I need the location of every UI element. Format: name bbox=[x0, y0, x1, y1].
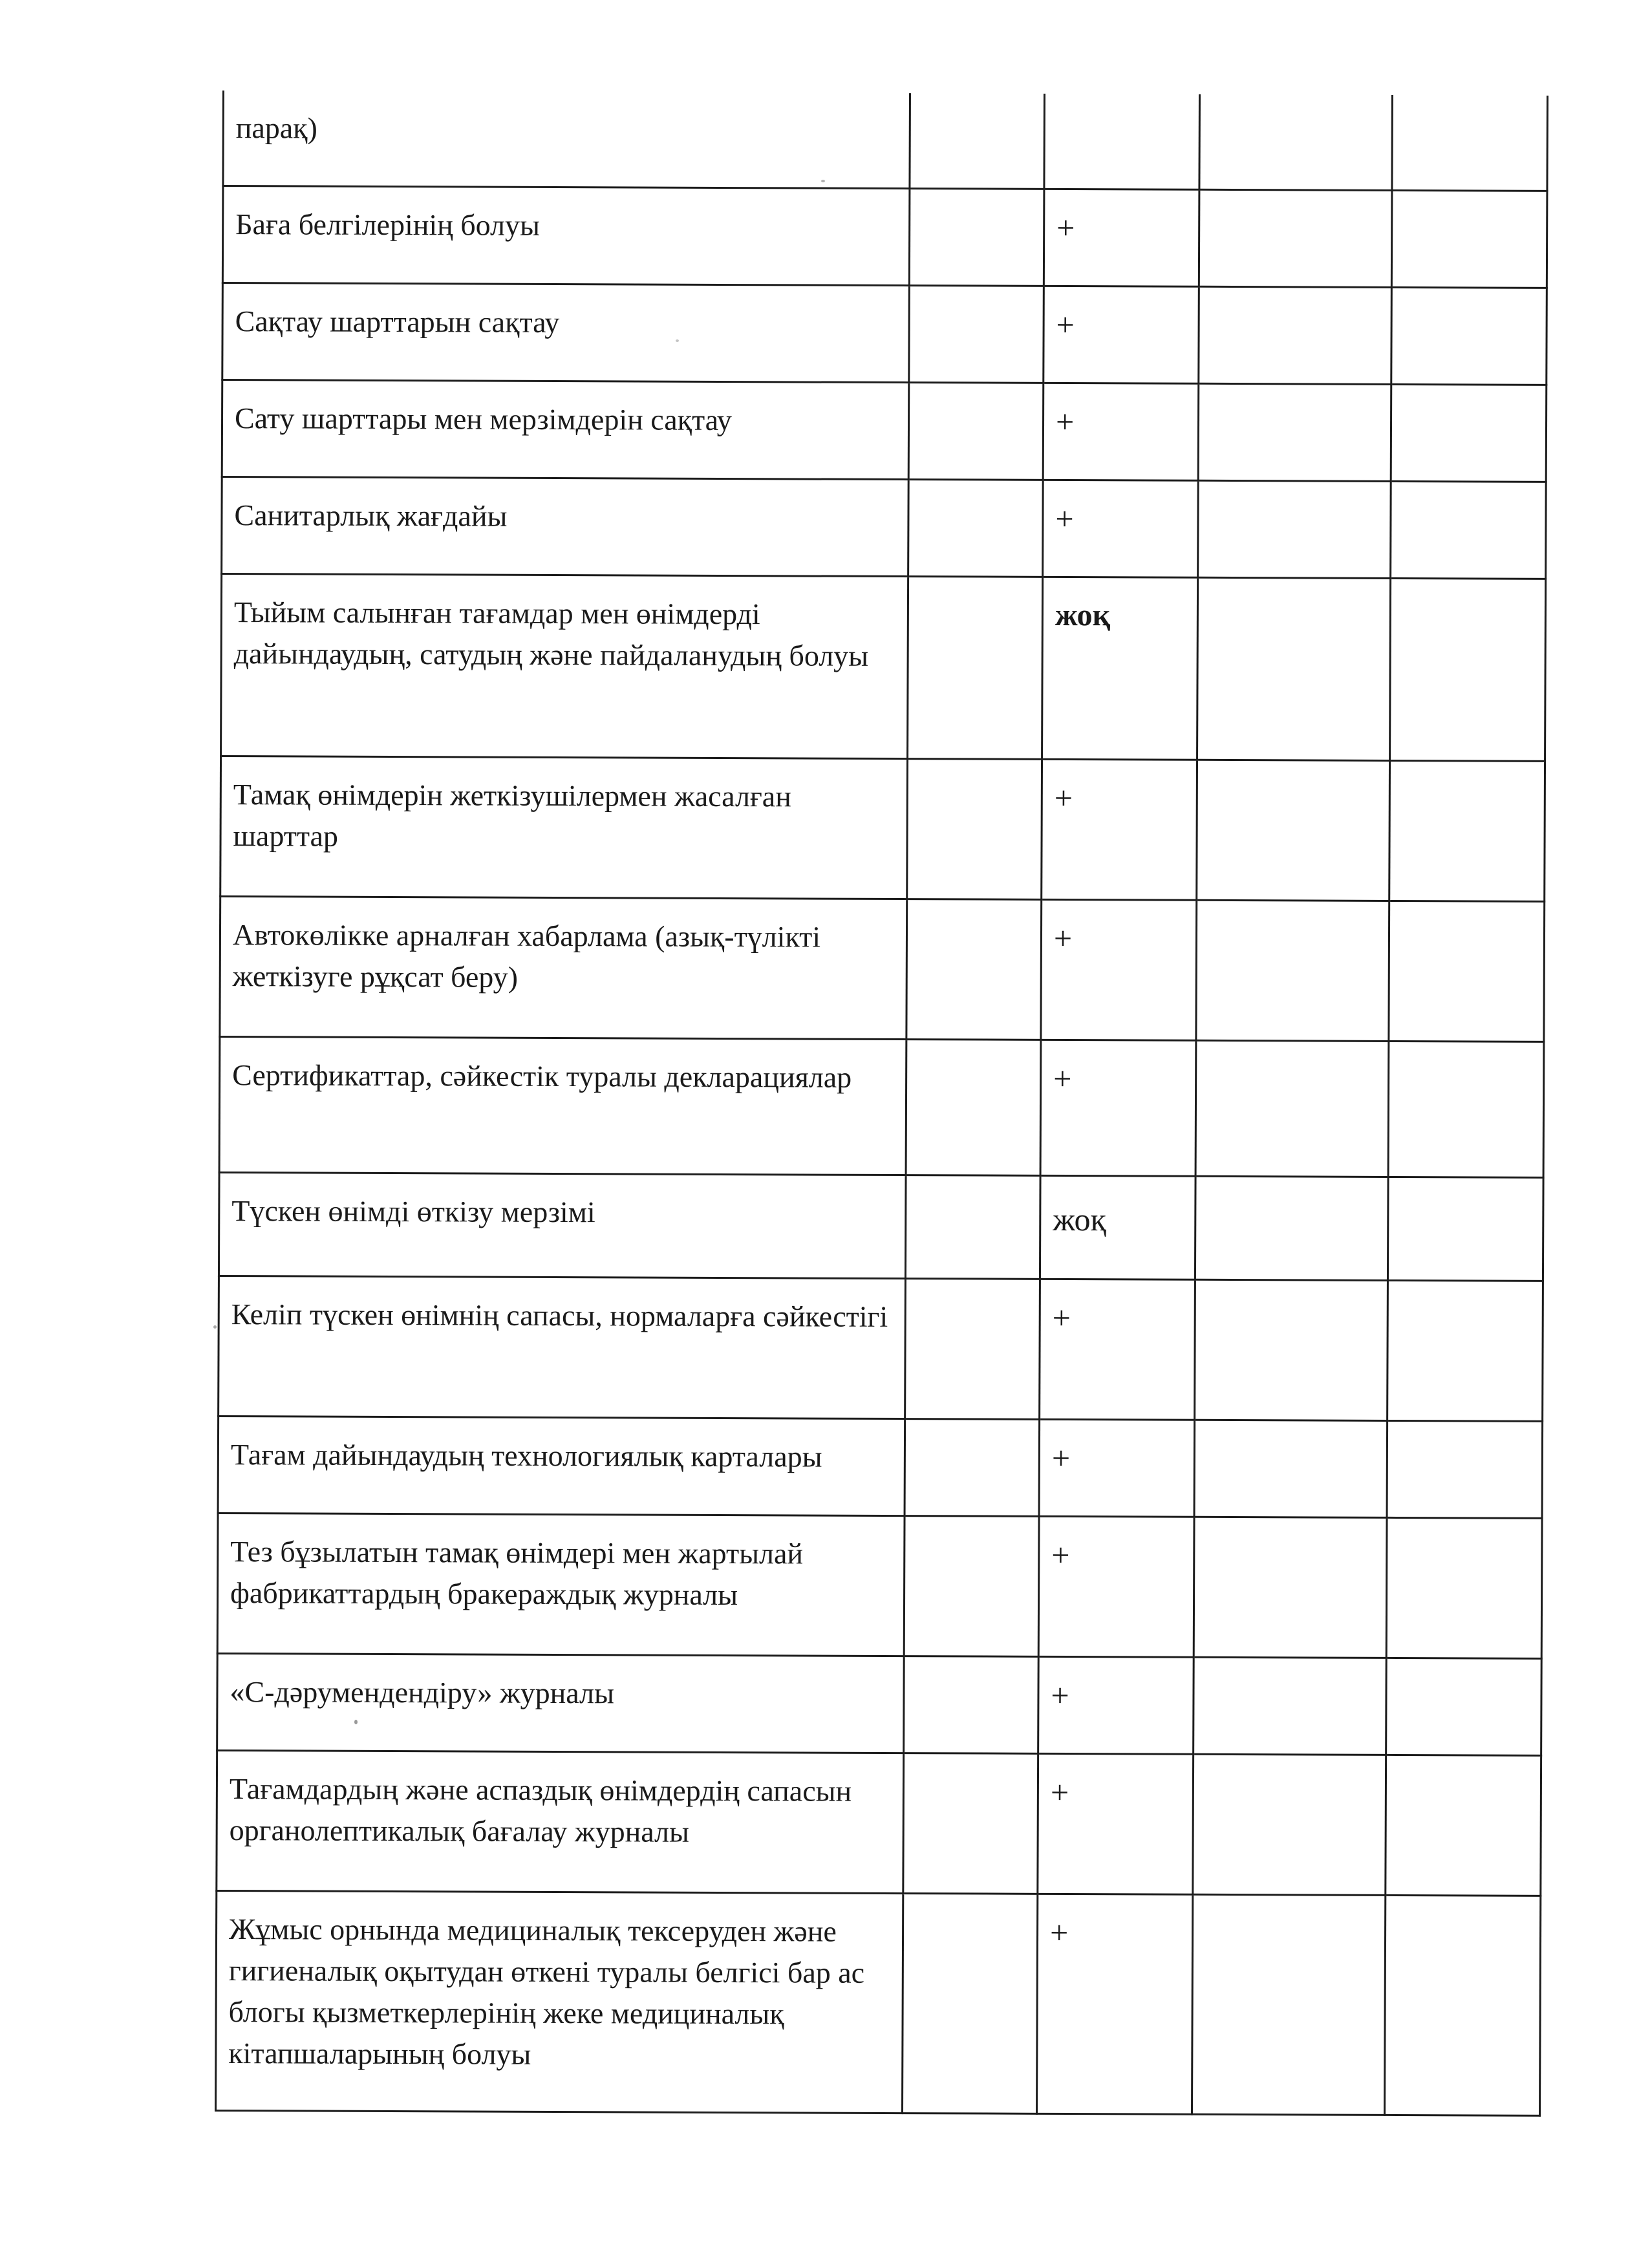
empty-cell bbox=[908, 479, 1044, 577]
empty-cell bbox=[906, 1039, 1041, 1175]
empty-cell bbox=[904, 1515, 1039, 1656]
empty-cell bbox=[1197, 760, 1390, 901]
row-item-cell: «С-дәрумендендіру» журналы bbox=[217, 1653, 905, 1753]
row-item-cell: Баға белгілерінің болуы bbox=[222, 186, 910, 285]
row-mark-cell bbox=[1038, 1516, 1194, 1657]
row-mark: + bbox=[1052, 1299, 1071, 1336]
empty-cell bbox=[1198, 383, 1391, 481]
row-mark: + bbox=[1056, 306, 1075, 343]
checklist-rows bbox=[216, 91, 1548, 2115]
row-mark: + bbox=[1054, 779, 1073, 816]
empty-cell bbox=[1195, 1279, 1388, 1420]
row-mark-cell bbox=[1040, 1279, 1195, 1420]
row-mark: + bbox=[1053, 1060, 1072, 1097]
table-row bbox=[222, 186, 1547, 288]
table-row bbox=[219, 1276, 1543, 1421]
table-row bbox=[223, 91, 1548, 191]
row-mark: жоқ bbox=[1055, 597, 1111, 632]
empty-cell bbox=[909, 188, 1044, 286]
empty-cell bbox=[1389, 760, 1545, 901]
empty-cell bbox=[1194, 1420, 1388, 1517]
empty-cell bbox=[1196, 900, 1389, 1041]
empty-cell bbox=[1391, 190, 1547, 288]
table-row bbox=[219, 1172, 1543, 1281]
empty-cell bbox=[1198, 480, 1391, 578]
empty-cell bbox=[906, 899, 1042, 1040]
row-mark-cell bbox=[1043, 480, 1199, 577]
checklist-page bbox=[215, 91, 1547, 2116]
empty-cell bbox=[1388, 1280, 1543, 1421]
empty-cell bbox=[1199, 286, 1392, 384]
empty-cell bbox=[902, 1893, 1037, 2113]
row-item-cell: Келіп түскен өнімнің сапасы, нормаларға сәйкестігі bbox=[219, 1276, 906, 1418]
empty-cell bbox=[1391, 481, 1547, 579]
empty-cell bbox=[903, 1753, 1038, 1894]
empty-cell bbox=[908, 382, 1044, 480]
table-row bbox=[217, 1653, 1542, 1755]
empty-cell bbox=[1387, 1420, 1543, 1518]
empty-cell bbox=[907, 758, 1042, 899]
empty-cell bbox=[904, 1656, 1039, 1753]
row-mark: + bbox=[1055, 500, 1074, 537]
row-item-cell: Автокөлікке арналған хабарлама (азық-түлікті жеткізуге рұқсат беру) bbox=[220, 896, 907, 1039]
row-item-cell: Санитарлық жағдайы bbox=[222, 476, 909, 576]
row-item-cell: Тамақ өнімдерін жеткізушілермен жасалған шарттар bbox=[220, 756, 908, 899]
table-row bbox=[218, 1416, 1543, 1518]
empty-cell bbox=[1390, 578, 1546, 761]
row-mark-cell bbox=[1044, 94, 1200, 189]
empty-cell bbox=[1386, 1517, 1542, 1658]
row-mark-cell bbox=[1041, 899, 1197, 1040]
checklist-table bbox=[215, 91, 1548, 2116]
empty-cell bbox=[905, 1418, 1040, 1516]
table-row bbox=[219, 1036, 1544, 1177]
row-mark: + bbox=[1051, 1439, 1071, 1476]
table-row bbox=[220, 756, 1545, 901]
table-row bbox=[221, 573, 1546, 761]
row-mark: + bbox=[1055, 403, 1075, 440]
row-mark: + bbox=[1051, 1536, 1070, 1573]
table-row bbox=[217, 1750, 1541, 1896]
row-item-cell: Сертификаттар, сәйкестік туралы декларациялар bbox=[219, 1036, 906, 1175]
empty-cell bbox=[1386, 1755, 1541, 1896]
empty-cell bbox=[1195, 1176, 1388, 1280]
row-mark-cell bbox=[1038, 1753, 1194, 1894]
row-item-cell: Тағамдардың және аспаздық өнімдердің сапасын органолептикалық бағалау журналы bbox=[217, 1750, 904, 1893]
empty-cell bbox=[1199, 94, 1393, 190]
empty-cell bbox=[905, 1278, 1040, 1419]
empty-cell bbox=[1194, 1657, 1387, 1755]
empty-cell bbox=[908, 576, 1043, 759]
row-mark-cell bbox=[1042, 577, 1198, 760]
scan-speck bbox=[213, 1325, 217, 1329]
empty-cell bbox=[910, 93, 1045, 189]
row-mark: + bbox=[1051, 1676, 1069, 1713]
row-mark-cell bbox=[1040, 1040, 1196, 1176]
row-mark-cell bbox=[1043, 383, 1199, 480]
empty-cell bbox=[1388, 1177, 1543, 1281]
scan-speck bbox=[354, 1720, 358, 1724]
row-mark: + bbox=[1053, 919, 1073, 956]
empty-cell bbox=[1197, 577, 1391, 760]
row-mark-cell bbox=[1044, 286, 1199, 383]
empty-cell bbox=[1392, 95, 1548, 191]
row-mark-cell bbox=[1042, 759, 1197, 900]
empty-cell bbox=[1384, 1895, 1540, 2115]
empty-cell bbox=[1389, 901, 1545, 1042]
row-mark: + bbox=[1056, 209, 1075, 246]
row-item-cell: Тыйым салынған тағамдар мен өнімдерді дайындаудың, сатудың және пайдаланудың болуы bbox=[221, 573, 908, 758]
row-mark-cell bbox=[1036, 1894, 1192, 2114]
empty-cell bbox=[1391, 287, 1547, 385]
empty-cell bbox=[1388, 1041, 1544, 1177]
empty-cell bbox=[1194, 1517, 1387, 1658]
table-row bbox=[222, 476, 1547, 579]
row-item-cell: Жұмыс орнында медициналық тексеруден және гигиеналық оқытудан өткені туралы белгісі бар ас блогы қызметкерлерінің жеке медициналық кітапшаларының болуы bbox=[216, 1890, 903, 2113]
row-mark-cell bbox=[1040, 1175, 1195, 1279]
row-item-cell: Түскен өнімді өткізу мерзімі bbox=[219, 1172, 906, 1278]
table-row bbox=[216, 1890, 1541, 2115]
empty-cell bbox=[1386, 1658, 1542, 1755]
row-mark-cell bbox=[1038, 1656, 1194, 1754]
row-mark-cell bbox=[1039, 1419, 1195, 1517]
scan-speck bbox=[676, 339, 679, 342]
scan-speck bbox=[821, 180, 825, 182]
empty-cell bbox=[1195, 1040, 1389, 1177]
row-item-cell: Сақтау шарттарын сақтау bbox=[222, 283, 910, 382]
row-item-cell: парақ) bbox=[223, 91, 910, 188]
row-mark: + bbox=[1049, 1914, 1069, 1951]
empty-cell bbox=[905, 1175, 1040, 1279]
empty-cell bbox=[1192, 1894, 1385, 2115]
row-item-cell: Сату шарттары мен мерзімдерін сақтау bbox=[222, 380, 909, 479]
row-item-cell: Тез бұзылатын тамақ өнімдері мен жартылай фабрикаттардың бракераждық журналы bbox=[217, 1513, 905, 1656]
table-row bbox=[222, 380, 1547, 482]
empty-cell bbox=[1193, 1754, 1386, 1895]
table-row bbox=[222, 283, 1547, 385]
row-mark-cell bbox=[1044, 189, 1199, 286]
empty-cell bbox=[909, 285, 1044, 383]
row-mark: + bbox=[1050, 1773, 1069, 1810]
row-mark: жоқ bbox=[1053, 1201, 1107, 1237]
empty-cell bbox=[1199, 189, 1392, 287]
table-row bbox=[220, 896, 1545, 1042]
empty-cell bbox=[1391, 384, 1547, 482]
table-row bbox=[217, 1513, 1542, 1658]
row-item-cell: Тағам дайындаудың технологиялық карталары bbox=[218, 1416, 905, 1515]
